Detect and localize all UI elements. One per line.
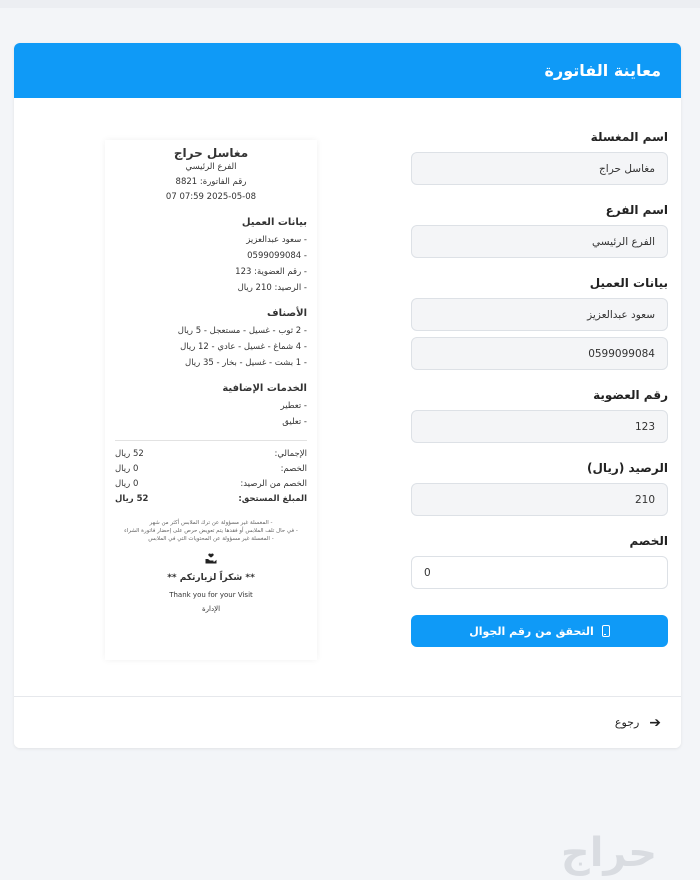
- receipt-customer-line: - سعود عبدالعزيز: [246, 235, 307, 245]
- arrow-right-icon: ➔: [649, 714, 661, 731]
- receipt-discount-row: [115, 462, 307, 477]
- receipt-notes: [115, 519, 307, 543]
- receipt-datetime: 2025-05-08 07:59 07: [165, 192, 257, 202]
- branch-name-input[interactable]: الفرع الرئيسي: [411, 225, 668, 258]
- receipt-invoice-number: رقم الفاتورة: 8821: [175, 177, 247, 187]
- receipt-note: - المغسلة غير مسؤولة عن المحتويات التي في الملابس: [148, 536, 274, 542]
- verify-phone-button-label: التحقق من رقم الجوال: [469, 624, 594, 638]
- branch-label: اسم الفرع: [605, 203, 668, 217]
- customer-phone-input[interactable]: 0599099084: [411, 337, 668, 370]
- receipt-due-label: المبلغ المستحق:: [238, 494, 307, 504]
- page-title: معاينة الفاتورة: [544, 61, 661, 80]
- discount-label: الخصم: [629, 534, 668, 548]
- hands-heart-icon: [115, 553, 307, 567]
- card-body: [14, 98, 681, 696]
- receipt-branch: الفرع الرئيسي: [185, 162, 237, 172]
- laundry-name-input[interactable]: مغاسل حراج: [411, 152, 668, 185]
- receipt-customer-line: - الرصيد: 210 ريال: [237, 283, 307, 293]
- laundry-label: اسم المغسلة: [590, 130, 668, 144]
- receipt-item: - 4 شماغ - غسيل - عادي - 12 ريال: [180, 342, 307, 352]
- receipt-note: - في حال تلف الملابس أو فقدها يتم تعويض حرص على إحضار فاتورة الشراء: [124, 528, 298, 534]
- back-link-label: رجوع: [614, 716, 640, 729]
- receipt-item: - 1 بشت - غسيل - بخار - 35 ريال: [185, 358, 307, 368]
- receipt-balance-discount-label: الخصم من الرصيد:: [240, 479, 307, 489]
- invoice-form: [411, 130, 668, 647]
- card-footer: [14, 696, 681, 748]
- receipt-divider: [115, 440, 307, 441]
- receipt-note: - المغسلة غير مسؤولة عن ترك الملابس أكثر من شهر: [149, 520, 273, 526]
- receipt-due-row: [115, 492, 307, 507]
- receipt-customer-line: - رقم العضوية: 123: [235, 267, 307, 277]
- watermark-text: حراج: [560, 830, 658, 876]
- receipt-balance-discount-value: 0 ريال: [115, 479, 139, 489]
- receipt-preview: [105, 140, 317, 660]
- receipt-items-section: الأصناف: [267, 308, 307, 319]
- haraj-watermark-logo: [524, 832, 694, 874]
- receipt-admin: الإدارة: [201, 605, 221, 613]
- receipt-thanks-arabic: ** شكراً لزيارتكم **: [167, 573, 255, 583]
- membership-number-input[interactable]: 123: [411, 410, 668, 443]
- receipt-extra: - تعطير: [280, 401, 307, 411]
- top-strip: [0, 0, 700, 8]
- receipt-thanks-english: Thank you for your Visit: [169, 591, 253, 599]
- discount-input[interactable]: 0: [411, 556, 668, 589]
- receipt-title: مغاسل حراج: [173, 146, 249, 160]
- mobile-phone-icon: [602, 625, 610, 637]
- balance-input[interactable]: 210: [411, 483, 668, 516]
- receipt-discount-label: الخصم:: [280, 464, 307, 474]
- invoice-preview-card: [14, 43, 681, 748]
- receipt-total-label: الإجمالي:: [274, 449, 307, 459]
- receipt-balance-discount-row: [115, 477, 307, 492]
- receipt-item: - 2 ثوب - غسيل - مستعجل - 5 ريال: [177, 326, 307, 336]
- customer-label: بيانات العميل: [589, 276, 668, 290]
- receipt-extra: - تعليق: [282, 417, 307, 427]
- card-header: [14, 43, 681, 98]
- receipt-discount-value: 0 ريال: [115, 464, 139, 474]
- receipt-customer-section: بيانات العميل: [241, 217, 307, 228]
- customer-name-input[interactable]: سعود عبدالعزيز: [411, 298, 668, 331]
- membership-label: رقم العضوية: [593, 388, 668, 402]
- receipt-due-value: 52 ريال: [115, 494, 149, 504]
- receipt-extras-section: الخدمات الإضافية: [222, 383, 307, 394]
- verify-phone-button[interactable]: [411, 615, 668, 647]
- hands-heart-svg: [205, 553, 217, 564]
- receipt-total-row: [115, 447, 307, 462]
- receipt-customer-line: - 0599099084: [247, 251, 307, 261]
- balance-label: الرصيد (ريال): [587, 461, 668, 475]
- back-link[interactable]: [615, 715, 661, 731]
- receipt-total-value: 52 ريال: [115, 449, 144, 459]
